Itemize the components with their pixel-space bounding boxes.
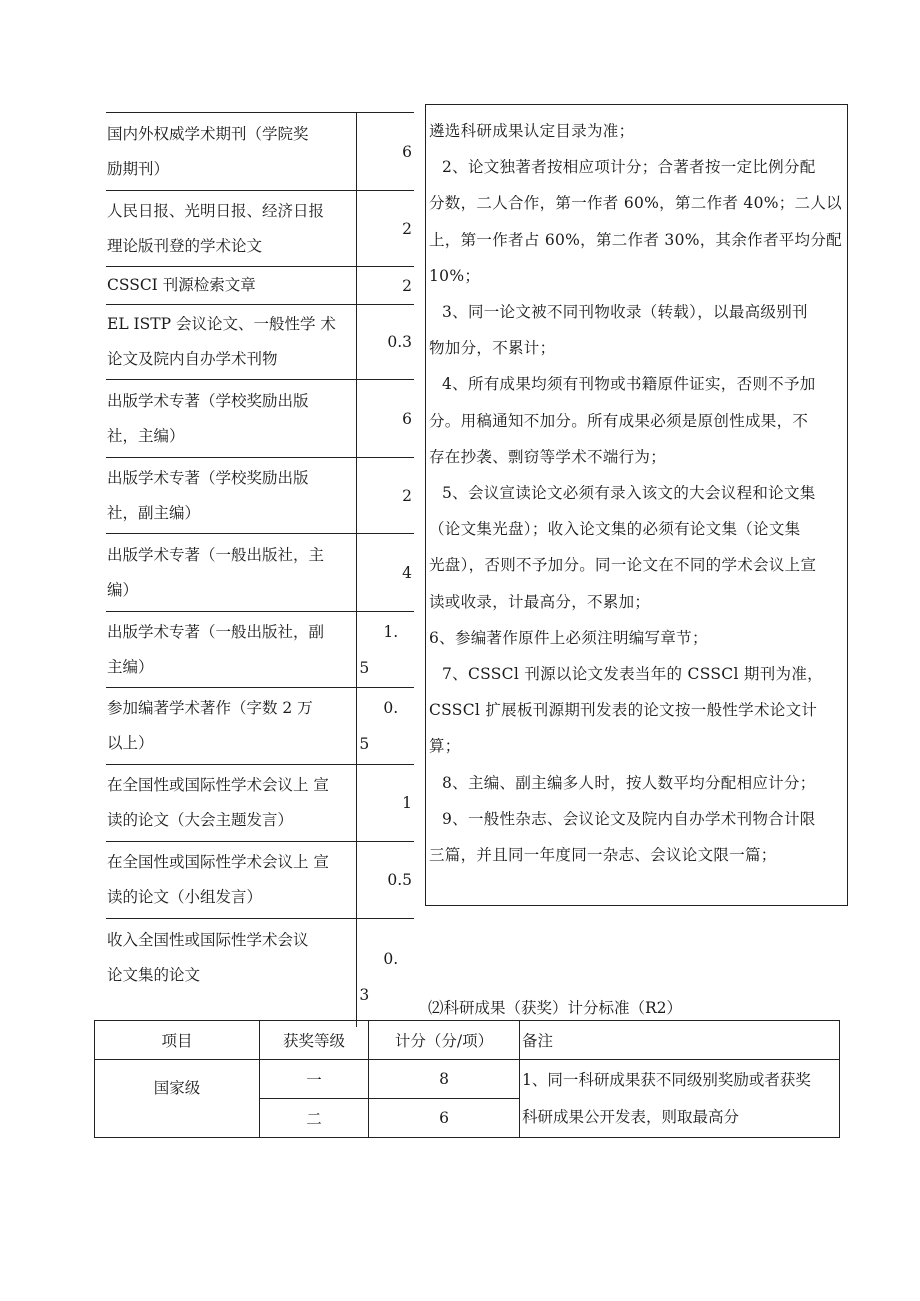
note-line: 2、论文独著者按相应项计分；合著者按一定比例分配 bbox=[442, 158, 816, 177]
note-line: 8、主编、副主编多人时，按人数平均分配相应计分； bbox=[442, 773, 816, 792]
notes-box bbox=[425, 104, 848, 906]
note-line: 9、一般性杂志、会议论文及院内自办学术刊物合计限 bbox=[442, 809, 816, 828]
note-line: 6、参编著作原件上必须注明编写章节； bbox=[429, 628, 708, 647]
item-name: 出版学术专著（一般出版社，主 编） bbox=[106, 534, 357, 612]
note-line: 分数，二人合作，第一作者 60%，第二作者 40%；二人以 bbox=[429, 194, 842, 213]
item-score: 1 bbox=[357, 765, 414, 842]
award-level: 二 bbox=[260, 1099, 369, 1138]
table-row bbox=[106, 305, 414, 380]
item-score: 6 bbox=[357, 113, 414, 191]
item-name: 在全国性或国际性学术会议上 宣 读的论文（小组发言） bbox=[106, 842, 357, 919]
header-item: 项目 bbox=[95, 1021, 260, 1060]
table-row bbox=[106, 191, 414, 267]
header-level: 获奖等级 bbox=[260, 1021, 369, 1060]
note-line: 5、会议宣读论文必须有录入该文的大会议程和论文集 bbox=[442, 484, 816, 503]
item-name: CSSCI 刊源检索文章 bbox=[106, 267, 357, 305]
table-row bbox=[106, 267, 414, 305]
table-row bbox=[106, 919, 414, 1027]
item-name: EL ISTP 会议论文、一般性学 术 论文及院内自办学术刊物 bbox=[106, 305, 357, 380]
item-score: 1. 5 bbox=[357, 612, 414, 688]
table-row bbox=[106, 765, 414, 842]
item-name: 出版学术专著（一般出版社，副 主编） bbox=[106, 612, 357, 688]
award-section-title: ⑵科研成果（获奖）计分标准（R2） bbox=[428, 999, 683, 1017]
item-score: 2 bbox=[357, 191, 414, 267]
note-line: （论文集光盘）；收入论文集的必须有论文集（论文集 bbox=[429, 520, 801, 539]
note-line: 遴选科研成果认定目录为准； bbox=[429, 122, 635, 140]
note-line: 三篇，并且同一年度同一杂志、会议论文限一篇； bbox=[429, 846, 777, 865]
table-row bbox=[106, 842, 414, 919]
note-line: 10%； bbox=[429, 266, 481, 285]
note-line: 存在抄袭、剽窃等学术不端行为； bbox=[429, 447, 667, 466]
note-line: 分。用稿通知不加分。所有成果必须是原创性成果，不 bbox=[429, 411, 809, 430]
item-name: 国内外权威学术期刊（学院奖 励期刊） bbox=[106, 113, 357, 191]
table-row bbox=[106, 688, 414, 765]
item-score: 0.3 bbox=[357, 305, 414, 380]
note-line: 光盘），否则不予加分。同一论文在不同的学术会议上宣 bbox=[429, 556, 817, 575]
award-category: 国家级 bbox=[95, 1060, 260, 1138]
item-score: 6 bbox=[357, 380, 414, 458]
table-row bbox=[106, 458, 414, 534]
note-line: 算； bbox=[429, 737, 461, 756]
award-level: 一 bbox=[260, 1060, 369, 1099]
item-score: 0. 3 bbox=[357, 919, 414, 1027]
research-score-table bbox=[106, 112, 414, 1027]
award-score: 6 bbox=[369, 1099, 520, 1138]
note-line: 物加分，不累计； bbox=[429, 339, 556, 358]
header-note: 备注 bbox=[520, 1021, 840, 1060]
table-row bbox=[106, 612, 414, 688]
table-row bbox=[95, 1060, 840, 1099]
item-score: 2 bbox=[357, 458, 414, 534]
item-score: 4 bbox=[357, 534, 414, 612]
item-score: 0. 5 bbox=[357, 688, 414, 765]
table-row bbox=[106, 113, 414, 191]
table-row bbox=[106, 380, 414, 458]
item-name: 人民日报、光明日报、经济日报 理论版刊登的学术论文 bbox=[106, 191, 357, 267]
item-name: 出版学术专著（学校奖励出版 社，主编） bbox=[106, 380, 357, 458]
note-line: 3、同一论文被不同刊物收录（转载），以最高级别刊 bbox=[442, 303, 808, 322]
item-score: 2 bbox=[357, 267, 414, 305]
item-score: 0.5 bbox=[357, 842, 414, 919]
table-row bbox=[106, 534, 414, 612]
award-score: 8 bbox=[369, 1060, 520, 1099]
award-score-table bbox=[94, 1020, 840, 1138]
item-name: 参加编著学术著作（字数 2 万 以上） bbox=[106, 688, 357, 765]
note-line: 7、CSSCl 刊源以论文发表当年的 CSSCl 期刊为准， bbox=[442, 665, 823, 684]
item-name: 在全国性或国际性学术会议上 宣 读的论文（大会主题发言） bbox=[106, 765, 357, 842]
note-line: CSSCl 扩展板刊源期刊发表的论文按一般性学术论文计 bbox=[429, 701, 818, 720]
note-line: 上，第一作者占 60%，第二作者 30%，其余作者平均分配 bbox=[429, 230, 842, 249]
item-name: 收入全国性或国际性学术会议 论文集的论文 bbox=[106, 919, 357, 1027]
header-score: 计分（分/项） bbox=[369, 1021, 520, 1060]
note-line: 4、所有成果均须有刊物或书籍原件证实，否则不予加 bbox=[442, 375, 816, 394]
note-line: 读或收录，计最高分，不累加； bbox=[429, 592, 651, 611]
table-header-row bbox=[95, 1021, 840, 1060]
item-name: 出版学术专著（学校奖励出版 社，副主编） bbox=[106, 458, 357, 534]
award-note: 1、同一科研成果获不同级别奖励或者获奖 科研成果公开发表，则取最高分 bbox=[520, 1060, 840, 1138]
